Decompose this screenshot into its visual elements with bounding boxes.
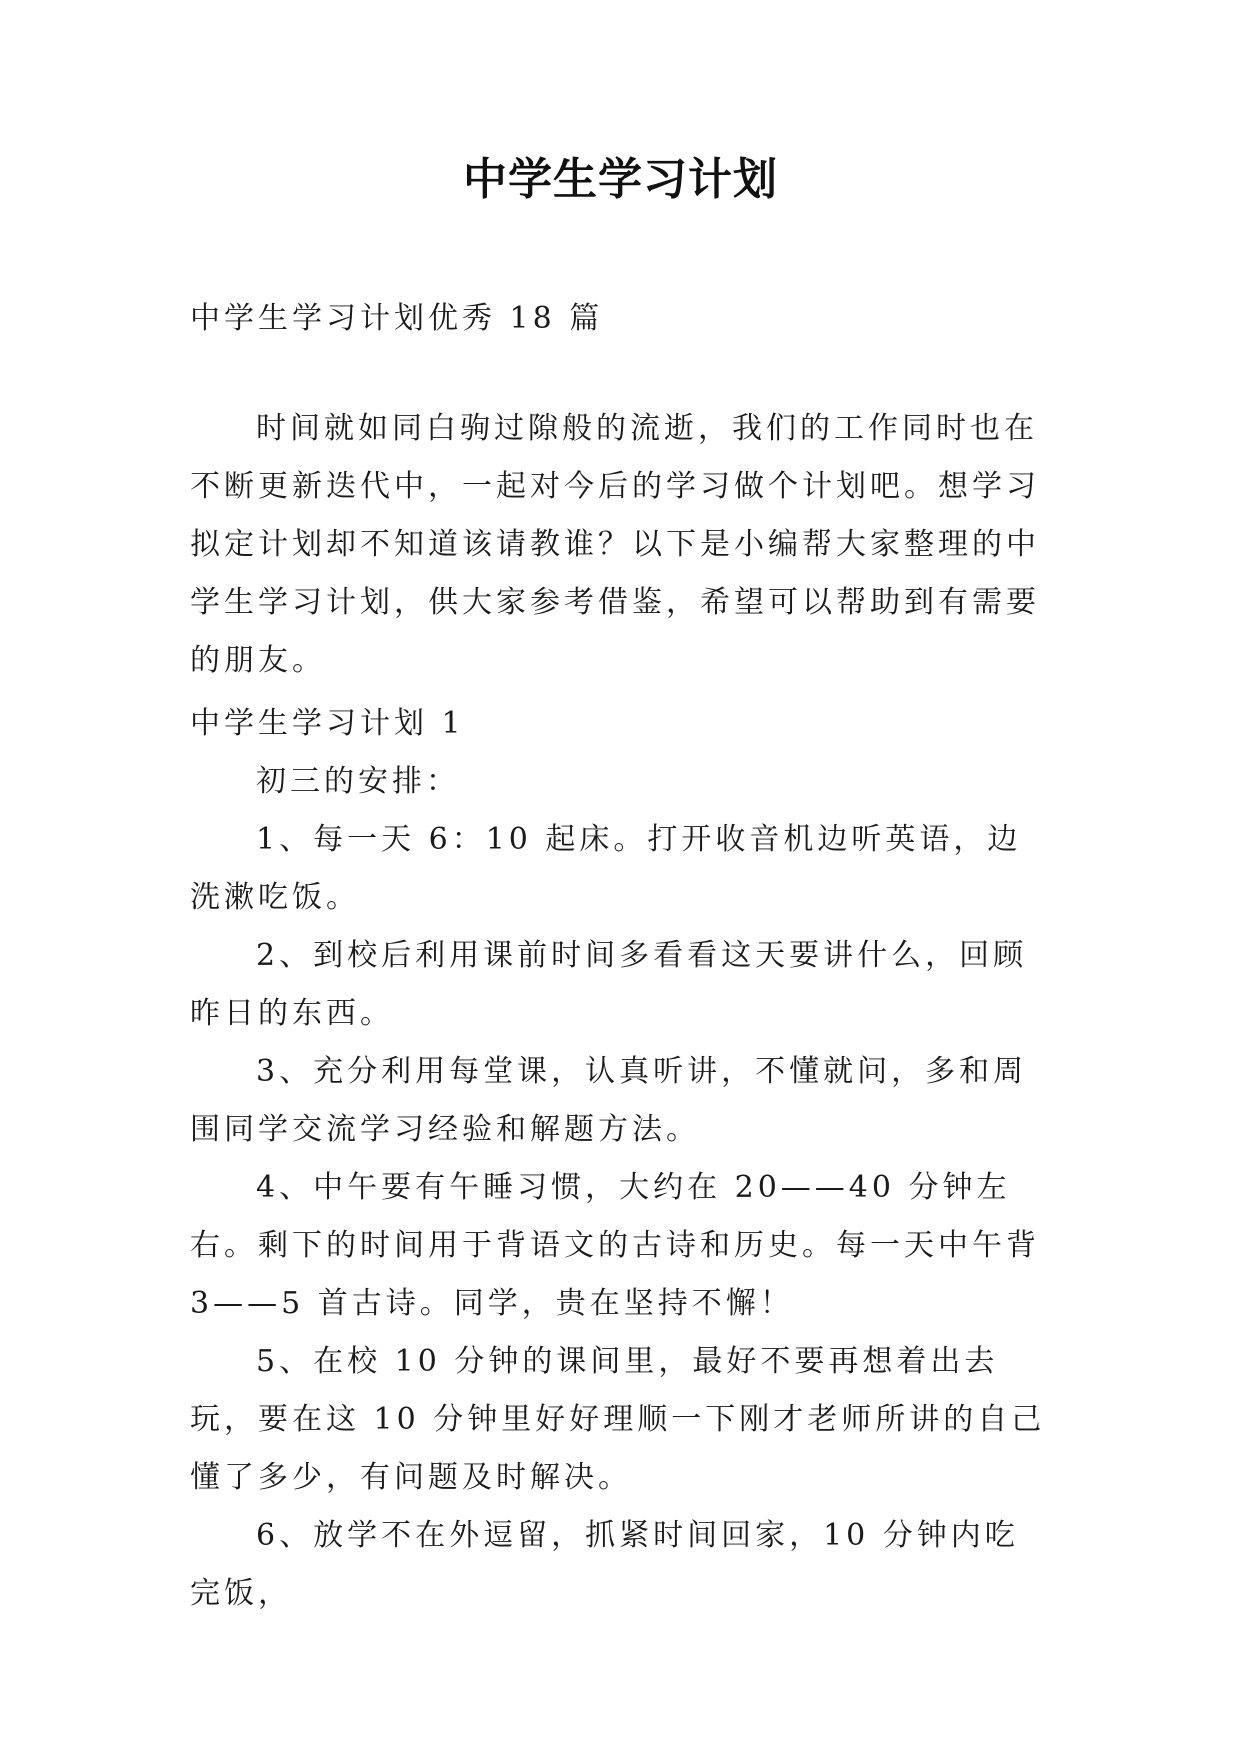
paragraph-item-6: 6、放学不在外逗留，抓紧时间回家，10 分钟内吃完饭， bbox=[190, 1518, 1019, 1611]
paragraph-item-4: 4、中午要有午睡习惯，大约在 20——40 分钟左右。剩下的时间用于背语文的古诗和历史。每一天中午背 3——5 首古诗。同学，贵在坚持不懈！ bbox=[190, 1170, 1040, 1321]
paragraph-item-1: 1、每一天 6：10 起床。打开收音机边听英语，边洗漱吃饭。 bbox=[190, 822, 1022, 915]
intro-paragraph: 时间就如同白驹过隙般的流逝，我们的工作同时也在不断更新迭代中，一起对今后的学习做个计划吧。想学习拟定计划却不知道该请教谁？以下是小编帮大家整理的中学生学习计划，供大家参考借鉴，希望可以帮助到有需要的朋友。 bbox=[190, 411, 1040, 678]
section-body bbox=[190, 753, 1050, 1623]
paragraph-item-2: 2、到校后利用课前时间多看看这天要讲什么，回顾昨日的东西。 bbox=[190, 938, 1028, 1031]
document-title: 中学生学习计划 bbox=[463, 154, 778, 205]
section-heading: 中学生学习计划 1 bbox=[190, 706, 465, 741]
paragraph-schedule-heading: 初三的安排： bbox=[256, 764, 460, 799]
paragraph-item-5: 5、在校 10 分钟的课间里，最好不要再想着出去玩，要在这 10 分钟里好好理顺一下刚才老师所讲的自己懂了多少，有问题及时解决。 bbox=[190, 1344, 1046, 1495]
document-subtitle: 中学生学习计划优秀 18 篇 bbox=[190, 301, 604, 336]
paragraph-item-3: 3、充分利用每堂课，认真听讲，不懂就问，多和周围同学交流学习经验和解题方法。 bbox=[190, 1054, 1028, 1147]
